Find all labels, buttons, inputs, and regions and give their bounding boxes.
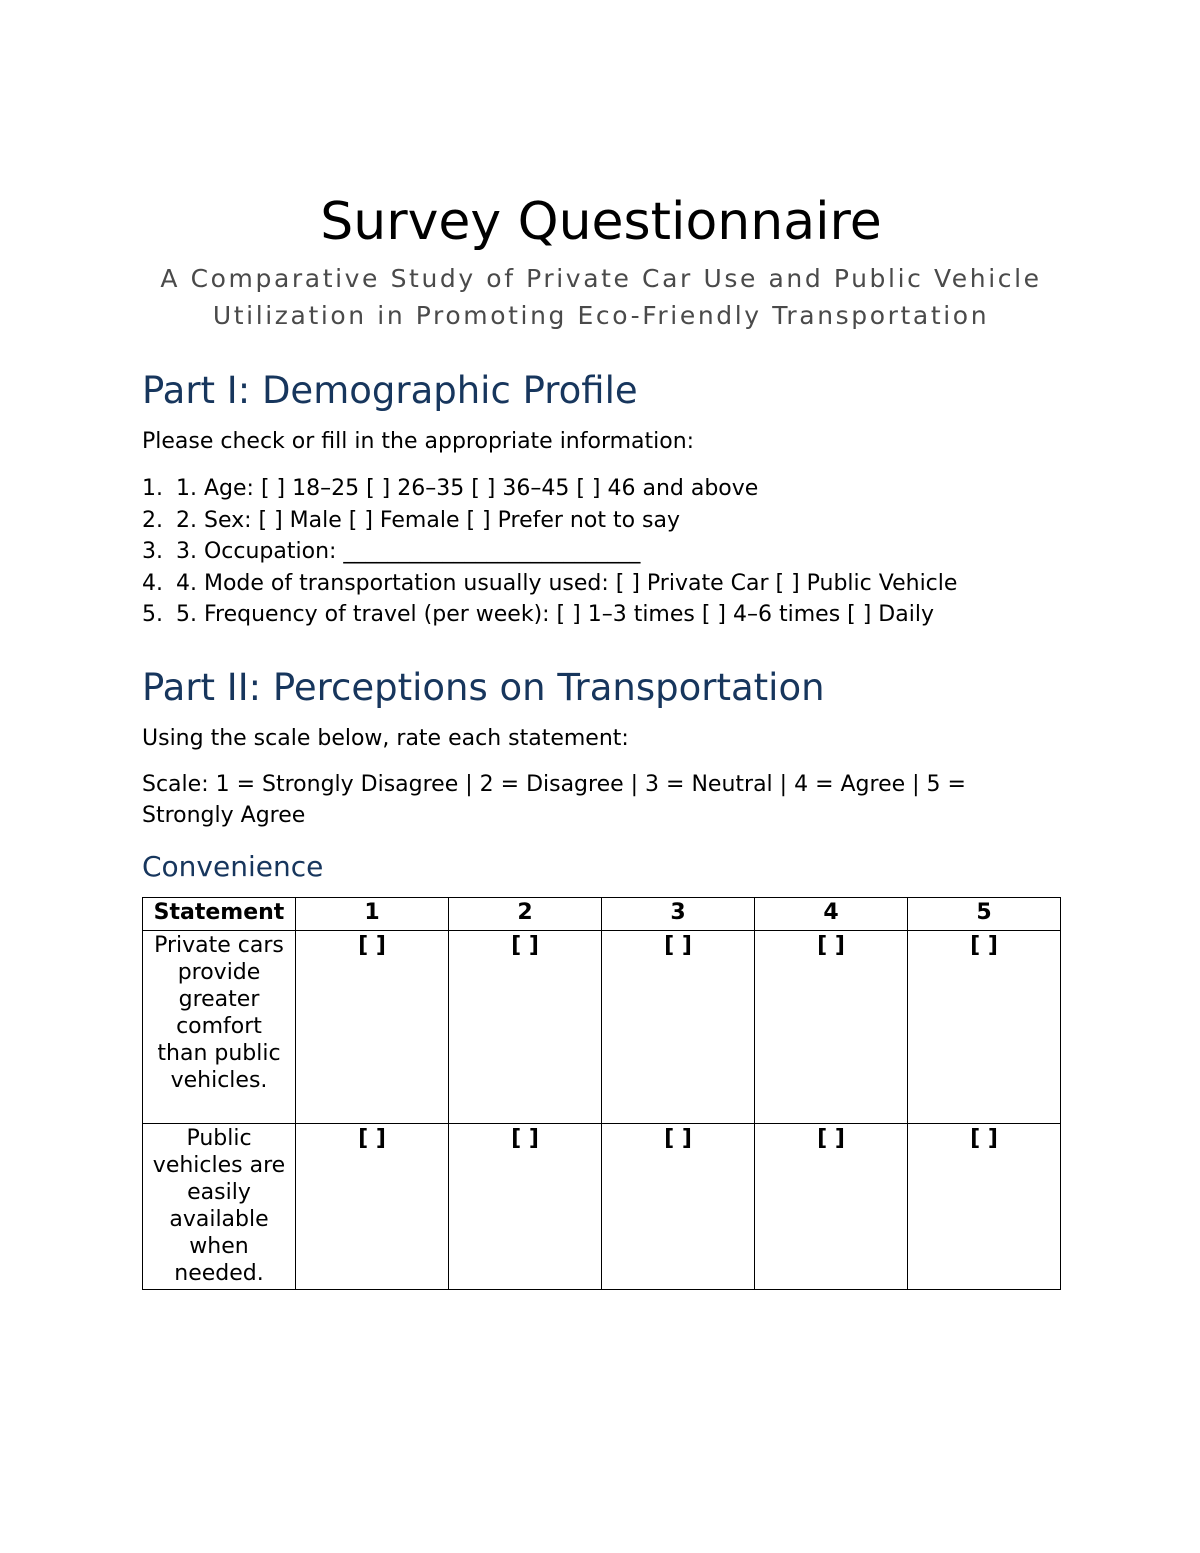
part2-heading: Part II: Perceptions on Transportation xyxy=(142,665,825,709)
document-page xyxy=(142,190,1060,1290)
statement-cell: Private cars provide greater comfort than public vehicles. xyxy=(143,930,296,1123)
part2-instruction: Using the scale below, rate each statement: xyxy=(142,725,629,751)
list-item-number: 2. xyxy=(142,507,163,533)
subtitle-line-1: A Comparative Study of Private Car Use and Public Vehicle xyxy=(160,264,1042,293)
rating-checkbox[interactable]: [ ] xyxy=(908,1123,1061,1289)
header-scale-5: 5 xyxy=(908,897,1061,930)
list-item-number: 4. xyxy=(142,570,163,596)
header-statement: Statement xyxy=(143,897,296,930)
header-scale-4: 4 xyxy=(755,897,908,930)
header-scale-1: 1 xyxy=(296,897,449,930)
list-item xyxy=(142,536,1060,568)
part1-instruction: Please check or fill in the appropriate information: xyxy=(142,429,695,454)
list-item-text: 5. Frequency of travel (per week): [ ] 1–3 times [ ] 4–6 times [ ] Daily xyxy=(176,602,934,627)
list-item-text: 3. Occupation: ___________________________ xyxy=(176,539,641,564)
list-item-text: 1. Age: [ ] 18–25 [ ] 26–35 [ ] 36–45 [ ] 46 and above xyxy=(176,476,759,501)
document-title: Survey Questionnaire xyxy=(320,192,882,252)
rating-checkbox[interactable]: [ ] xyxy=(908,930,1061,1123)
rating-checkbox[interactable]: [ ] xyxy=(755,930,908,1123)
table-row xyxy=(143,1123,1061,1289)
rating-checkbox[interactable]: [ ] xyxy=(602,1123,755,1289)
list-item-number: 5. xyxy=(142,602,163,627)
list-item xyxy=(142,473,1060,505)
table-header-row xyxy=(143,897,1061,930)
scale-legend: Scale: 1 = Strongly Disagree | 2 = Disagree | 3 = Neutral | 4 = Agree | 5 = Strongly Agree xyxy=(142,771,966,828)
list-item xyxy=(142,599,1060,631)
table-row xyxy=(143,930,1061,1123)
subtitle-line-2: Utilization in Promoting Eco-Friendly Transportation xyxy=(212,301,990,330)
section-heading-convenience: Convenience xyxy=(142,849,324,883)
rating-checkbox[interactable]: [ ] xyxy=(449,1123,602,1289)
document-subtitle xyxy=(142,260,1060,334)
rating-checkbox[interactable]: [ ] xyxy=(296,930,449,1123)
list-item-number: 3. xyxy=(142,539,163,564)
rating-checkbox[interactable]: [ ] xyxy=(449,930,602,1123)
list-item-text: 2. Sex: [ ] Male [ ] Female [ ] Prefer not to say xyxy=(176,507,680,533)
rating-checkbox[interactable]: [ ] xyxy=(296,1123,449,1289)
rating-checkbox[interactable]: [ ] xyxy=(602,930,755,1123)
list-item-text: 4. Mode of transportation usually used: [ ] Private Car [ ] Public Vehicle xyxy=(176,570,958,596)
header-scale-3: 3 xyxy=(602,897,755,930)
demographic-list xyxy=(142,473,1060,631)
list-item-number: 1. xyxy=(142,476,163,501)
part1-heading: Part I: Demographic Profile xyxy=(142,369,638,412)
rating-table xyxy=(142,897,1061,1290)
header-scale-2: 2 xyxy=(449,897,602,930)
statement-cell: Public vehicles are easily available when needed. xyxy=(143,1123,296,1289)
rating-checkbox[interactable]: [ ] xyxy=(755,1123,908,1289)
list-item xyxy=(142,505,1060,537)
list-item xyxy=(142,568,1060,600)
